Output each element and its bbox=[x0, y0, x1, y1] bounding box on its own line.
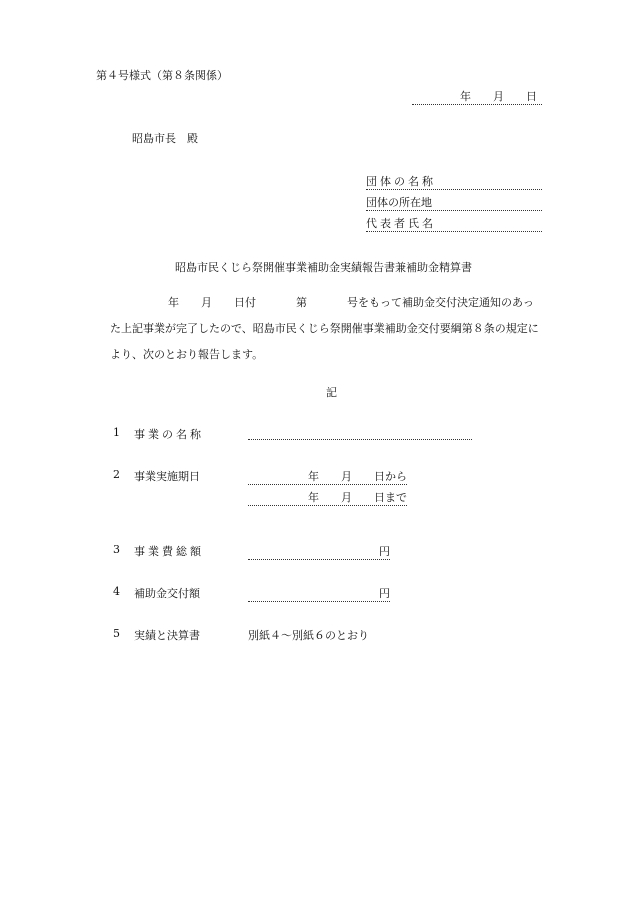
item-1-field bbox=[248, 426, 472, 443]
representative-label: 代表者氏名 bbox=[366, 217, 436, 230]
item-4-label: 補助金交付額 bbox=[134, 587, 200, 600]
date-line bbox=[412, 88, 542, 105]
body-line-1: 年 月 日付 第 号をもって補助金交付決定通知のあっ bbox=[168, 296, 534, 309]
item-4-unit: 円 bbox=[379, 587, 390, 600]
date-day: 日 bbox=[526, 90, 537, 103]
item-3-field bbox=[248, 543, 390, 560]
org-address-label: 団体の所在地 bbox=[366, 196, 432, 209]
item-1-label: 事業の名称 bbox=[134, 428, 204, 441]
applicant-org-address bbox=[366, 194, 542, 211]
item-1-number: 1 bbox=[113, 426, 120, 439]
item-5-number: 5 bbox=[113, 627, 120, 640]
form-number: 第４号様式（第８条関係） bbox=[96, 69, 228, 82]
applicant-org-name bbox=[366, 173, 542, 190]
body-line-3: より、次のとおり報告します。 bbox=[110, 348, 264, 361]
item-3-label: 事業費総額 bbox=[134, 545, 204, 558]
item-2-to: 年 月 日まで bbox=[248, 489, 407, 506]
item-5-label: 実績と決算書 bbox=[134, 629, 200, 642]
item-2-number: 2 bbox=[113, 468, 120, 481]
org-name-label: 団体の名称 bbox=[366, 175, 436, 188]
date-year: 年 bbox=[460, 90, 471, 103]
item-2-label: 事業実施期日 bbox=[134, 470, 200, 483]
date-month: 月 bbox=[493, 90, 504, 103]
applicant-representative bbox=[366, 215, 542, 232]
item-4-field bbox=[248, 585, 390, 602]
item-5-value: 別紙４～別紙６のとおり bbox=[248, 629, 369, 642]
document-title: 昭島市民くじら祭開催事業補助金実績報告書兼補助金精算書 bbox=[175, 261, 472, 274]
ki-heading: 記 bbox=[326, 386, 337, 399]
body-line-2: た上記事業が完了したので、昭島市民くじら祭開催事業補助金交付要綱第８条の規定に bbox=[110, 322, 539, 335]
item-2-from: 年 月 日から bbox=[248, 468, 407, 485]
item-3-unit: 円 bbox=[379, 545, 390, 558]
body-paragraph bbox=[110, 290, 540, 368]
item-3-number: 3 bbox=[113, 543, 120, 556]
item-4-number: 4 bbox=[113, 585, 120, 598]
addressee: 昭島市長 殿 bbox=[132, 132, 198, 145]
